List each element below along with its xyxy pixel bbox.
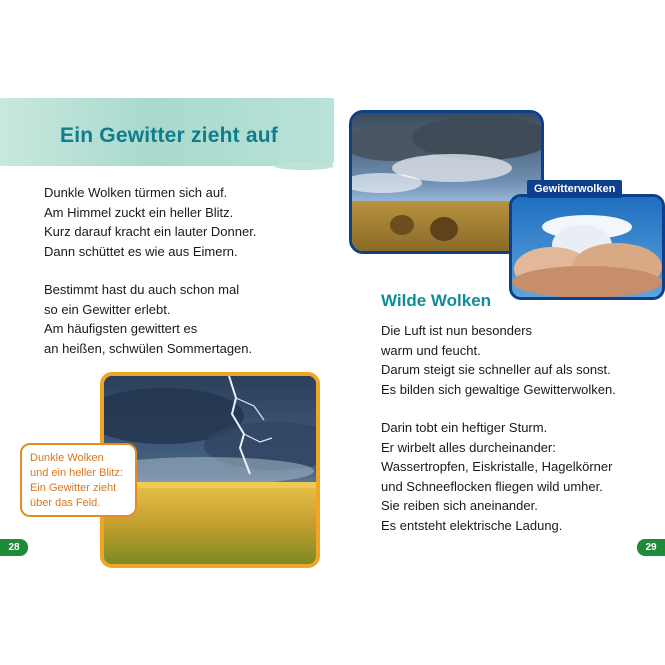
photo-caption	[20, 443, 137, 517]
text-line: so ein Gewitter erlebt.	[44, 301, 171, 317]
right-paragraph-1	[381, 321, 616, 399]
text-line: Am häufigsten gewittert es	[44, 321, 198, 336]
caption-line: Ein Gewitter zieht	[30, 482, 117, 494]
text-line: Es bilden sich gewaltige Gewitterwolken.	[381, 381, 616, 397]
text-line: Es entsteht elektrische Ladung.	[381, 517, 563, 533]
caption-line: Dunkle Wolken	[30, 452, 104, 464]
text-line: Sie reiben sich aneinander.	[381, 498, 538, 513]
text-line: an heißen, schwülen Sommertagen.	[44, 340, 253, 356]
caption-line: über das Feld.	[30, 497, 101, 509]
text-line: Darin tobt ein heftiger Sturm.	[381, 420, 548, 435]
section-title: Wilde Wolken	[381, 291, 492, 310]
page-title: Ein Gewitter zieht auf	[60, 124, 278, 147]
text-line: Die Luft ist nun besonders	[381, 323, 533, 338]
text-line: Am Himmel zuckt ein heller Blitz.	[44, 204, 234, 220]
text-line: Bestimmt hast du auch schon mal	[44, 282, 240, 297]
page-number-left: 28	[0, 539, 28, 556]
thundercloud-photo	[509, 194, 665, 300]
right-paragraph-2	[381, 418, 612, 535]
text-line: Dann schüttet es wie aus Eimern.	[44, 243, 238, 259]
text-line: Wassertropfen, Eiskristalle, Hagelkörner	[381, 459, 613, 474]
image-label-tag: Gewitterwolken	[527, 180, 622, 198]
text-line: Er wirbelt alles durcheinander:	[381, 439, 556, 455]
text-line: Dunkle Wolken türmen sich auf.	[44, 185, 228, 200]
caption-line: und ein heller Blitz:	[30, 467, 123, 479]
text-line: und Schneeflocken fliegen wild umher.	[381, 478, 603, 494]
left-paragraph-1	[44, 183, 256, 261]
text-line: warm und feucht.	[381, 342, 481, 358]
text-line: Kurz darauf kracht ein lauter Donner.	[44, 224, 257, 239]
left-paragraph-2	[44, 280, 252, 358]
text-line: Darum steigt sie schneller auf als sonst.	[381, 362, 611, 377]
page-number-right: 29	[637, 539, 665, 556]
